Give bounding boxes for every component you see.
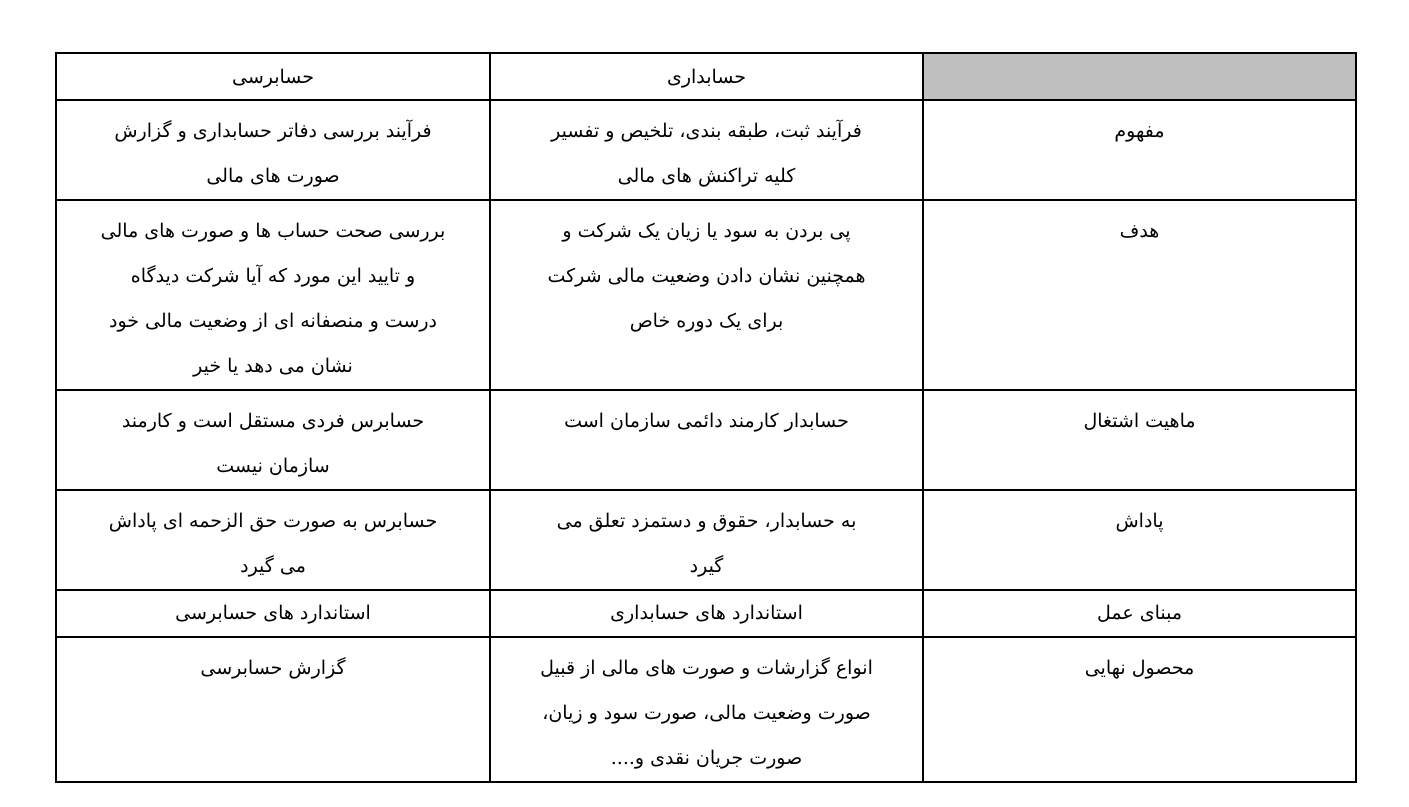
auditing-cell xyxy=(56,590,490,637)
row-label: مبنای عمل xyxy=(923,590,1356,637)
header-auditing: حسابرسی xyxy=(56,53,490,100)
cell-line: حسابرس فردی مستقل است و کارمند xyxy=(121,410,425,432)
accounting-cell xyxy=(490,390,923,490)
cell-line: گیرد xyxy=(689,555,724,577)
cell-line: انواع گزارشات و صورت های مالی از قبیل xyxy=(540,657,873,679)
cell-line: سازمان نیست xyxy=(216,455,330,477)
cell-line: درست و منصفانه ای از وضعیت مالی خود xyxy=(108,310,437,332)
cell-line: نشان می دهد یا خیر xyxy=(193,355,353,377)
cell-line: صورت جریان نقدی و.... xyxy=(610,747,803,769)
row-label: محصول نهایی xyxy=(923,637,1356,782)
auditing-cell xyxy=(56,490,490,590)
cell-line: حسابدار کارمند دائمی سازمان است xyxy=(564,410,849,432)
table-row xyxy=(56,637,1356,782)
cell-line: به حسابدار، حقوق و دستمزد تعلق می xyxy=(556,510,857,532)
row-label: ماهیت اشتغال xyxy=(923,390,1356,490)
row-label: پاداش xyxy=(923,490,1356,590)
header-row xyxy=(56,53,1356,100)
comparison-table xyxy=(55,52,1357,783)
table-row xyxy=(56,390,1356,490)
header-accounting: حسابداری xyxy=(490,53,923,100)
auditing-cell xyxy=(56,390,490,490)
auditing-cell xyxy=(56,200,490,390)
cell-line: پی بردن به سود یا زیان یک شرکت و xyxy=(562,220,851,242)
table-row xyxy=(56,490,1356,590)
cell-line: همچنین نشان دادن وضعیت مالی شرکت xyxy=(547,265,866,287)
accounting-cell xyxy=(490,100,923,200)
table-row xyxy=(56,100,1356,200)
cell-line: فرآیند بررسی دفاتر حسابداری و گزارش xyxy=(114,120,432,142)
cell-line: صورت وضعیت مالی، صورت سود و زیان، xyxy=(542,702,871,724)
cell-line: گزارش حسابرسی xyxy=(200,657,346,679)
cell-line: حسابرس به صورت حق الزحمه ای پاداش xyxy=(108,510,438,532)
cell-line: فرآیند ثبت، طبقه بندی، تلخیص و تفسیر xyxy=(551,120,862,142)
auditing-cell xyxy=(56,100,490,200)
accounting-cell xyxy=(490,200,923,390)
table-row xyxy=(56,200,1356,390)
cell-line: بررسی صحت حساب ها و صورت های مالی xyxy=(100,220,446,242)
cell-line: صورت های مالی xyxy=(206,165,340,187)
accounting-cell xyxy=(490,590,923,637)
cell-line: استاندارد های حسابداری xyxy=(610,602,803,624)
row-label: مفهوم xyxy=(923,100,1356,200)
cell-line: می گیرد xyxy=(240,555,306,577)
cell-line: کلیه تراکنش های مالی xyxy=(617,165,796,187)
accounting-cell xyxy=(490,490,923,590)
header-label-cell xyxy=(923,53,1356,100)
auditing-cell xyxy=(56,637,490,782)
table-row xyxy=(56,590,1356,637)
cell-line: و تایید این مورد که آیا شرکت دیدگاه xyxy=(130,265,416,287)
accounting-cell xyxy=(490,637,923,782)
cell-line: استاندارد های حسابرسی xyxy=(175,602,371,624)
cell-line: برای یک دوره خاص xyxy=(629,310,784,332)
row-label: هدف xyxy=(923,200,1356,390)
